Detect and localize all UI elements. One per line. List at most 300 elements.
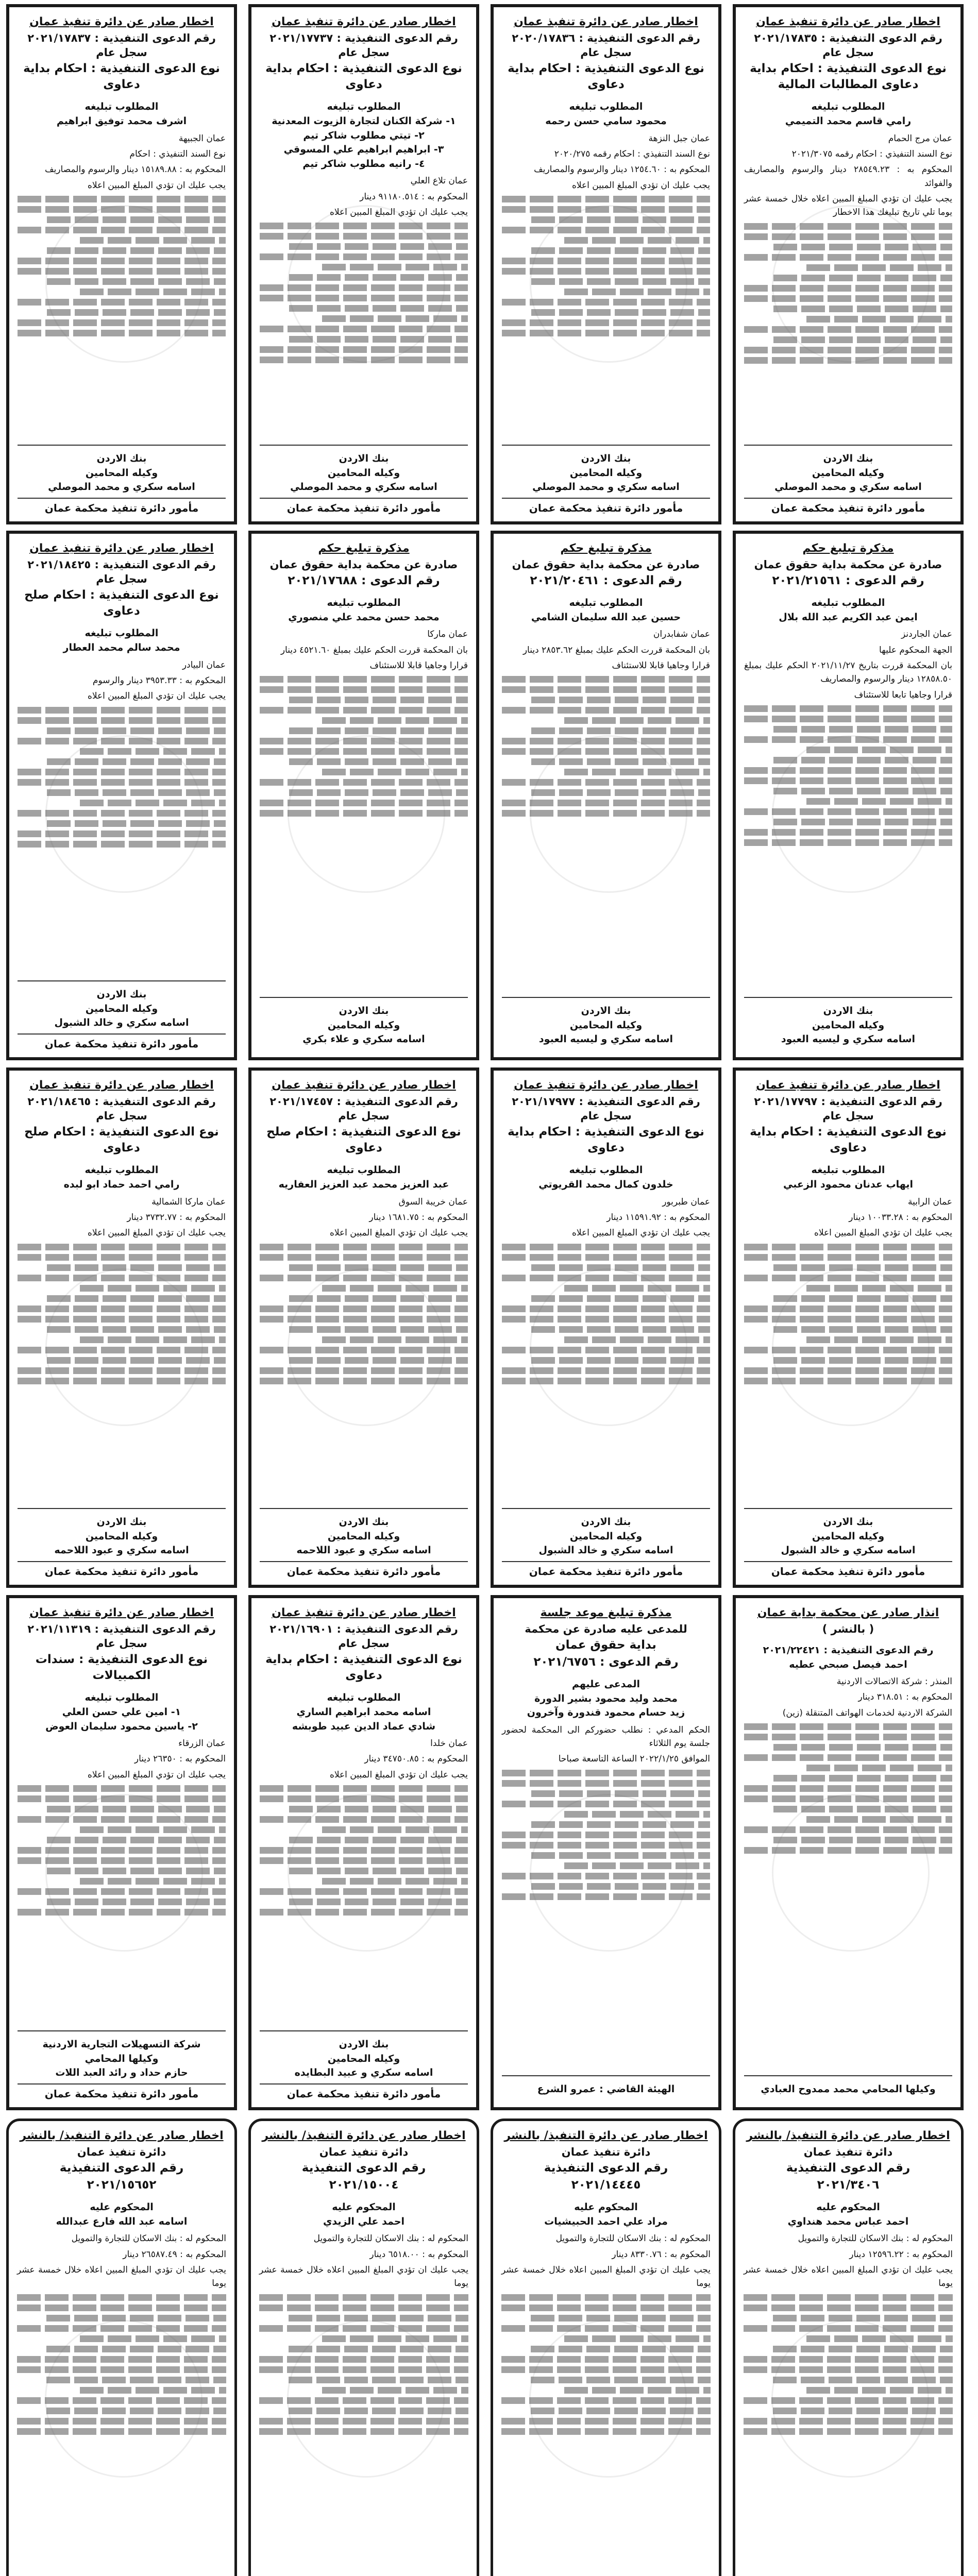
notice-parties [18, 626, 226, 655]
notice-header-line: رقم الدعوى التنفيذية : ٢٠٢١/١٧٨٣٥ سجل عام [754, 31, 942, 59]
notice-body-line: الشركة الاردنية لخدمات الهواتف المتنقلة (زين) [782, 1707, 952, 1718]
small-print-line [744, 716, 952, 722]
small-print-line [260, 1244, 468, 1250]
creditor-line: وكيله المحامين [327, 1530, 400, 1542]
notice-header-line: نوع الدعوى التنفيذية : احكام صلح دعاوى [24, 1125, 219, 1155]
notice-header-line: انذار صادر عن محكمة بداية عمان [757, 1606, 939, 1619]
small-print-line [47, 1295, 226, 1302]
party-name: حسين عبد الله سليمان الشامي [531, 611, 681, 623]
notice-body-line: المحكوم به : ١١٥٩١.٩٢ دينار [606, 1212, 710, 1223]
notice-header-line: مذكرة تبليغ حكم [318, 542, 410, 555]
notice-header-line: للمدعى عليه صادرة عن محكمة [525, 1622, 687, 1635]
notice-header-line: رقم الدعوى التنفيذية : ٢٠٢١/١٧٩٧٧ سجل عام [512, 1095, 700, 1123]
small-print-line [531, 727, 710, 734]
party-name: المطلوب تبليغه [569, 597, 643, 609]
notice-header-line: نوع الدعوى التنفيذية : احكام بداية دعاوى [265, 62, 462, 92]
creditor-line: وكيله المحامين [85, 467, 158, 479]
small-print-line [260, 1306, 468, 1312]
small-print-line [289, 2346, 468, 2352]
legal-notice [248, 1067, 479, 1588]
small-print-line [773, 1357, 952, 1364]
notice-body-line: المحكوم به : ٣٧٣٢.٧٧ دينار [127, 1212, 226, 1223]
small-print-line [773, 1326, 952, 1333]
notice-body-line: عمان ماركا الشمالية [151, 1196, 226, 1207]
small-print-line [744, 1316, 952, 1323]
legal-notice [6, 2119, 237, 2576]
small-print-line [744, 1785, 952, 1792]
small-print-line [260, 1347, 468, 1353]
small-print-line [289, 758, 468, 765]
small-print-line [17, 2428, 226, 2435]
legal-notice [6, 531, 237, 1060]
notice-body-line: المحكوم له : بنك الاسكان للتجارة والتمويل [313, 2233, 468, 2244]
notice-parties [502, 100, 710, 128]
small-print-line [744, 1244, 952, 1250]
divider [18, 2030, 226, 2031]
small-print-line [18, 738, 226, 744]
small-print-line [322, 1285, 468, 1292]
small-print-line [502, 748, 710, 755]
creditor-line: وكيله المحامين [327, 1019, 400, 1031]
small-print-line [502, 196, 710, 202]
notice-body-line: عمان ماركا [427, 629, 468, 640]
creditor-line: بنك الاردن [823, 1516, 873, 1528]
small-print-line [322, 769, 468, 775]
notice-body-line: المحكوم به : ٣٤٧٥٠.٨٥ دينار [364, 1754, 468, 1765]
small-print-line [773, 275, 952, 281]
notice-header-line: رقم الدعوى : ٢٠٢١/٢١٥٦١ [772, 574, 924, 588]
notice-body-line: المحكوم له : بنك الاسكان للتجارة والتمويل [798, 2233, 953, 2244]
notice-header-line: رقم الدعوى : ٢٠٢١/١٧٦٨٨ [288, 574, 440, 588]
small-print-line [502, 1275, 710, 1281]
small-print-line [260, 738, 468, 744]
notice-header-line: رقم الدعوى التنفيذية : ٢٠٢٠/١٧٨٣٦ سجل عام [512, 31, 700, 59]
legal-notice [491, 2119, 721, 2576]
small-print-line [502, 268, 710, 275]
notice-header-line: اخطار صادر عن دائرة تنفيذ عمان [272, 15, 456, 28]
small-print-line [260, 1785, 468, 1792]
creditor-block [18, 988, 226, 1030]
notice-header [501, 2128, 711, 2193]
small-print-line [17, 2397, 226, 2404]
notice-parties [260, 1691, 468, 1734]
small-print-line [18, 769, 226, 775]
small-print-line [773, 1806, 952, 1812]
notice-header [744, 541, 952, 589]
creditor-line: بنك الاردن [823, 1005, 873, 1017]
notice-body-line: نوع السند التنفيذي : احكام رقمه ٢٠٢١/٣٠٧٥ [791, 148, 952, 159]
small-print-line [18, 299, 226, 306]
notice-footer: مأمور دائرة تنفيذ محكمة عمان [502, 498, 710, 514]
small-print-line [744, 357, 952, 364]
notice-parties [18, 1691, 226, 1734]
creditor-line: اسامه سكري و محمد الموصلي [290, 481, 437, 493]
small-print-line [260, 1378, 468, 1384]
party-name: المطلوب تبليغه [85, 628, 159, 639]
small-print-line [322, 717, 468, 724]
small-print-line [502, 319, 710, 326]
notice-parties [744, 596, 952, 624]
small-print-line [744, 777, 952, 784]
small-print-line [744, 829, 952, 836]
notice-header-line: نوع الدعوى التنفيذية : احكام بداية دعاوى [265, 1653, 462, 1683]
small-print-line [18, 227, 226, 233]
small-print-line [744, 1826, 952, 1833]
small-print-line [289, 274, 468, 281]
creditor-line: وكيله المحامين [85, 1003, 158, 1014]
notice-body [260, 1195, 468, 1505]
creditor-line: اسامه سكري و ليسيه العبود [538, 1033, 673, 1045]
small-print-line [80, 1285, 226, 1292]
creditor-block [502, 2082, 710, 2097]
notice-header-line: نوع الدعوى التنفيذية : احكام صلح دعاوى [266, 1125, 461, 1155]
notice-header [260, 1078, 468, 1156]
notice-header-line: رقم الدعوى التنفيذية : ٢٠٢١/١٧٧٣٧ سجل عام [269, 31, 458, 59]
legal-notice [733, 4, 964, 524]
notice-body-line: المحكوم به : ٢٦٣٥٠ دينار [134, 1754, 226, 1765]
divider [18, 1508, 226, 1509]
notice-body-line: يجب عليك ان تؤدي المبلغ المبين اعلاه [571, 1228, 710, 1239]
small-print-line [806, 798, 952, 805]
small-print-line [744, 839, 952, 846]
small-print-line [502, 738, 710, 744]
small-print-line [289, 727, 468, 734]
small-print-line [289, 789, 468, 796]
notice-header-line: اخطار صادر عن دائرة التنفيذ/ بالنشر [504, 2129, 708, 2142]
creditor-block [18, 452, 226, 495]
creditor-block [744, 2082, 952, 2097]
small-print-line [564, 1336, 710, 1343]
small-print-line [260, 1316, 468, 1323]
creditor-line: وكيله المحامين [85, 1530, 158, 1542]
small-print-line [744, 1367, 952, 1374]
notice-body-line: يجب عليك ان تؤدي المبلغ المبين اعلاه خلال خمسة عشر يوما تلي تاريخ تبليغك هذا الاخطار [744, 193, 952, 218]
notice-body-line: المحكوم به : ٢٨٥٤٩.٢٣ دينار والرسوم والمصاريف والفوائد [744, 164, 952, 189]
small-print-line [773, 2315, 953, 2321]
notice-footer: مأمور دائرة تنفيذ محكمة عمان [18, 498, 226, 514]
party-name: ٣- ابراهيم ابراهيم علي المسوقي [283, 144, 444, 156]
notice-footer: مأمور دائرة تنفيذ محكمة عمان [18, 1033, 226, 1050]
notice-header-line: نوع الدعوى التنفيذية : احكام بداية دعاوى [508, 1125, 704, 1155]
notice-footer: مأمور دائرة تنفيذ محكمة عمان [18, 1561, 226, 1578]
small-print-line [18, 831, 226, 837]
small-print-line [47, 216, 226, 223]
party-name: ٢- ياسين محمود سليمان العوض [45, 1720, 198, 1732]
creditor-line: بنك الاردن [339, 2039, 389, 2050]
creditor-block [18, 2038, 226, 2080]
party-name: ايهاب عدنان محمود الزعبي [783, 1179, 913, 1191]
party-name: شادي عماد الدين عبيد طوبشه [292, 1720, 436, 1732]
small-print-line [289, 1295, 468, 1302]
notice-body-line: عمان شفابدران [653, 629, 710, 640]
party-name: المطلوب تبليغه [85, 1692, 159, 1704]
notice-header-line: رقم الدعوى التنفيذية : ٢٠٢١/١٧٤٥٧ سجل عام [269, 1095, 458, 1123]
notice-body-line: يجب عليك ان تؤدي المبلغ المبين اعلاه [329, 1228, 468, 1239]
small-print-line [744, 1754, 952, 1761]
notice-body-line: يجب عليك ان تؤدي المبلغ المبين اعلاه خلال خمسة عشر يوما [259, 2264, 468, 2289]
small-print-line [322, 1336, 468, 1343]
creditor-line: اسامه سكري و محمد الموصلي [48, 481, 195, 493]
notice-parties [260, 100, 468, 171]
creditor-line: وكيلها المحامي محمد ممدوح العبادي [761, 2083, 936, 2095]
small-print-line [531, 278, 710, 285]
small-print-line [47, 1899, 226, 1905]
small-print-line [47, 758, 226, 765]
small-print-line [564, 237, 710, 244]
notice-body-line: يجب عليك ان تؤدي المبلغ المبين اعلاه [87, 691, 226, 702]
creditor-line: شركة التسهيلات التجارية الاردنية [42, 2039, 201, 2050]
notice-body-line: المحكوم به : ١٠٠٣٣.٢٨ دينار [849, 1212, 952, 1223]
small-print-line [289, 1326, 468, 1333]
party-name: احمد فيصل صبحي عطيه [789, 1658, 907, 1670]
party-name: المطلوب تبليغه [327, 1164, 401, 1176]
small-print-line [46, 2346, 226, 2352]
creditor-line: وكيله المحامين [812, 467, 885, 479]
small-print-line [531, 1821, 710, 1828]
small-print-line [564, 2387, 711, 2394]
small-print-line [564, 1811, 710, 1818]
party-name: محمد سالم محمد العطار [63, 642, 180, 654]
notice-body [502, 132, 710, 442]
notice-footer: مأمور دائرة تنفيذ محكمة عمان [744, 498, 952, 514]
notice-body [744, 1195, 952, 1505]
notice-header-line: رقم الدعوى التنفيذية [786, 2161, 910, 2175]
notice-body-line: يجب عليك ان تؤدي المبلغ المبين اعلاه [814, 1228, 952, 1239]
small-print-line [744, 223, 952, 230]
notice-header-line: اخطار صادر عن دائرة التنفيذ/ بالنشر [262, 2129, 466, 2142]
small-print-line [260, 1254, 468, 1261]
notice-body [744, 1675, 952, 2072]
small-print-line [502, 1770, 710, 1776]
creditor-line: اسامه سكري و خالد الشبول [54, 1017, 189, 1029]
small-print-line [502, 1873, 710, 1879]
small-print-line [744, 1847, 952, 1854]
creditor-block [260, 1515, 468, 1558]
party-name: المطلوب تبليغه [85, 101, 159, 113]
small-print-line [501, 2418, 711, 2425]
notice-body [502, 628, 710, 994]
creditor-line: حازم حداد و رائد العبد اللات [55, 2067, 188, 2079]
small-print-line [502, 1801, 710, 1807]
notice-parties [260, 596, 468, 624]
small-print-line [260, 686, 468, 693]
small-print-line [531, 1883, 710, 1890]
small-print-line [531, 2346, 711, 2352]
party-name: المطلوب تبليغه [327, 1692, 401, 1704]
small-print-line [18, 779, 226, 786]
notice-header [260, 1605, 468, 1684]
small-print-line [18, 707, 226, 714]
creditor-line: وكيله المحامين [327, 467, 400, 479]
notice-header-line: اخطار صادر عن دائرة تنفيذ عمان [272, 1079, 456, 1092]
notice-body-line: قرارا وجاهيا قابلا للاستئناف [612, 660, 710, 671]
notice-body-line: يجب عليك ان تؤدي المبلغ المبين اعلاه [87, 180, 226, 191]
legal-notice [248, 1595, 479, 2110]
party-name: احمد علي الزيدي [323, 2215, 405, 2227]
small-print-line [744, 2397, 953, 2404]
notice-header-line: دائرة تنفيذ عمان [77, 2145, 166, 2158]
small-print-line [80, 289, 226, 295]
legal-notice [733, 531, 964, 1060]
creditor-line: اسامه سكري و محمد الموصلي [774, 481, 922, 493]
legal-notice [6, 1595, 237, 2110]
small-print-line [531, 2408, 711, 2414]
creditor-line: اسامه سكري و عبود اللاحمه [296, 1545, 431, 1556]
small-print-line [80, 1826, 226, 1833]
notice-footer: مأمور دائرة تنفيذ محكمة عمان [18, 2083, 226, 2100]
notice-body-line: المحكوم به : ٨٣٣٠.٧٦ دينار [612, 2249, 711, 2260]
notice-body [502, 1723, 710, 2073]
small-print-line [773, 757, 952, 764]
small-print-line [289, 1868, 468, 1874]
small-print-line [501, 2294, 711, 2301]
small-print-line [18, 330, 226, 336]
notice-body [744, 628, 952, 994]
notice-header-line: رقم الدعوى التنفيذية [301, 2161, 426, 2175]
notice-body-line: المحكوم له : بنك الاسكان للتجارة والتمويل [555, 2233, 711, 2244]
small-print-line [531, 2315, 711, 2321]
small-print-line [744, 347, 952, 353]
creditor-block [502, 1004, 710, 1047]
small-print-line [806, 2387, 953, 2394]
notice-header-line: ٢٠٢١/٣٤٠٦ [817, 2178, 880, 2192]
notice-header-line: رقم الدعوى التنفيذية : ٢٠٢١/١٧٨٣٧ سجل عام [27, 31, 216, 59]
small-print-line [289, 1837, 468, 1843]
notice-body-line: المحكوم به : ٣١٨.٥١ دينار [858, 1692, 952, 1703]
small-print-line [773, 306, 952, 312]
party-name: المطلوب تبليغه [811, 101, 885, 113]
small-print-line [46, 2408, 226, 2414]
notice-body-line: قرارا وجاهيا تابعا للاستئناف [854, 689, 952, 700]
notice-header [18, 1605, 226, 1684]
small-print-line [502, 1378, 710, 1384]
small-print-line [259, 2397, 468, 2404]
creditor-line: اسامه سكري و عبود اللاحمه [54, 1545, 189, 1556]
party-name: ايمن عبد الكريم عبد الله بلال [779, 611, 918, 623]
notice-header-line: رقم الدعوى التنفيذية : ٢٠٢١/١٧٧٩٧ سجل عام [754, 1095, 942, 1123]
notice-parties [501, 2200, 711, 2229]
small-print-line [773, 244, 952, 250]
legal-notice [248, 531, 479, 1060]
small-print-line [260, 779, 468, 786]
small-print-line [531, 216, 710, 223]
creditor-line: وكيله المحامين [812, 1530, 885, 1542]
notice-body-line: عمان جبل النزهة [648, 133, 710, 144]
small-print-line [531, 1790, 710, 1797]
party-name: المحكوم عليه [816, 2201, 880, 2213]
creditor-line: بنك الاردن [96, 989, 147, 1001]
legal-notice [491, 1595, 721, 2110]
notice-body-line: يجب عليك ان تؤدي المبلغ المبين اعلاه [87, 1228, 226, 1239]
small-print-line [744, 2304, 953, 2311]
small-print-line [80, 1336, 226, 1343]
notice-header-line: نوع الدعوى التنفيذية : احكام صلح دعاوى [24, 588, 219, 618]
small-print-line [564, 769, 710, 775]
small-print-line [18, 1367, 226, 1374]
small-print-line [18, 1857, 226, 1864]
small-print-line [289, 1357, 468, 1364]
creditor-line: اسامه سكري و ليسيه العبود [781, 1033, 916, 1045]
party-name: ٢- تيتي مطلوب شاكر تيم [303, 129, 425, 141]
notice-header [502, 1078, 710, 1156]
small-print-line [17, 2325, 226, 2332]
small-print-line [18, 1909, 226, 1916]
notice-body [18, 1195, 226, 1505]
small-print-line [18, 810, 226, 817]
small-print-line [744, 295, 952, 302]
notice-body-line: نوع السند التنفيذي : احكام [129, 148, 226, 159]
small-print-line [17, 2304, 226, 2311]
small-print-line [260, 707, 468, 714]
notice-header-line: رقم الدعوى التنفيذية : ٢٠٢١/١٨٤٦٥ سجل عام [27, 1095, 216, 1123]
small-print-line [744, 2428, 953, 2435]
legal-notice [733, 1067, 964, 1588]
notice-body-line: عمان مرج الحمام [888, 133, 952, 144]
small-print-line [260, 1888, 468, 1895]
small-print-line [773, 2377, 953, 2383]
small-print-line [744, 233, 952, 240]
small-print-line [17, 2366, 226, 2373]
small-print-line [502, 676, 710, 683]
small-print-line [46, 2315, 226, 2321]
small-print-line [18, 1275, 226, 1281]
creditor-line: بنك الاردن [581, 453, 631, 465]
small-print-line [18, 1847, 226, 1854]
divider [502, 445, 710, 446]
party-name: رقم الدعوى التنفيذية : ٢٠٢١/٢٢٤٢١ [763, 1645, 934, 1656]
small-print-line [80, 2335, 226, 2342]
notice-body-line: عمان الجاردنز [901, 629, 952, 640]
creditor-line: الهيئة القاضي : عمرو الشرع [537, 2083, 675, 2095]
party-name: محمد وليد محمود بشير الدورة [534, 1692, 678, 1704]
small-print-line [773, 1775, 952, 1782]
small-print-line [289, 697, 468, 703]
notice-footer: مأمور دائرة تنفيذ محكمة عمان [744, 1561, 952, 1578]
notice-body [501, 2232, 711, 2576]
notice-footer: مأمور دائرة تنفيذ محكمة عمان [260, 1561, 468, 1578]
legal-notice [733, 2119, 964, 2576]
small-print-line [744, 767, 952, 774]
creditor-block [744, 452, 952, 495]
small-print-line [806, 1816, 952, 1823]
party-name: المحكوم عليه [90, 2201, 154, 2213]
small-print-line [806, 1285, 952, 1292]
small-print-line [502, 779, 710, 786]
small-print-line [744, 326, 952, 333]
creditor-line: وكيله المحامين [569, 1019, 643, 1031]
legal-notice [491, 1067, 721, 1588]
notice-parties [502, 1163, 710, 1192]
creditor-block [260, 1004, 468, 1047]
small-print-line [773, 1837, 952, 1843]
notice-header-line: ٢٠٢١/١٤٤٤٥ [571, 2178, 641, 2192]
notice-header [18, 1078, 226, 1156]
notice-body [260, 628, 468, 994]
notice-parties [18, 100, 226, 128]
notice-header-line: اخطار صادر عن دائرة تنفيذ عمان [514, 1079, 698, 1092]
small-print-line [17, 2418, 226, 2425]
small-print-line [260, 676, 468, 683]
small-print-line [773, 2408, 953, 2414]
party-name: المطلوب تبليغه [85, 1164, 159, 1176]
small-print-line [80, 2387, 226, 2394]
party-name: ١- امين علي حسن العلي [62, 1706, 181, 1718]
small-print-line [80, 1878, 226, 1885]
notice-header-line: مذكرة تبليغ موعد جلسة [540, 1606, 672, 1619]
small-print-line [260, 357, 468, 363]
legal-notice [491, 531, 721, 1060]
small-print-line [744, 705, 952, 712]
